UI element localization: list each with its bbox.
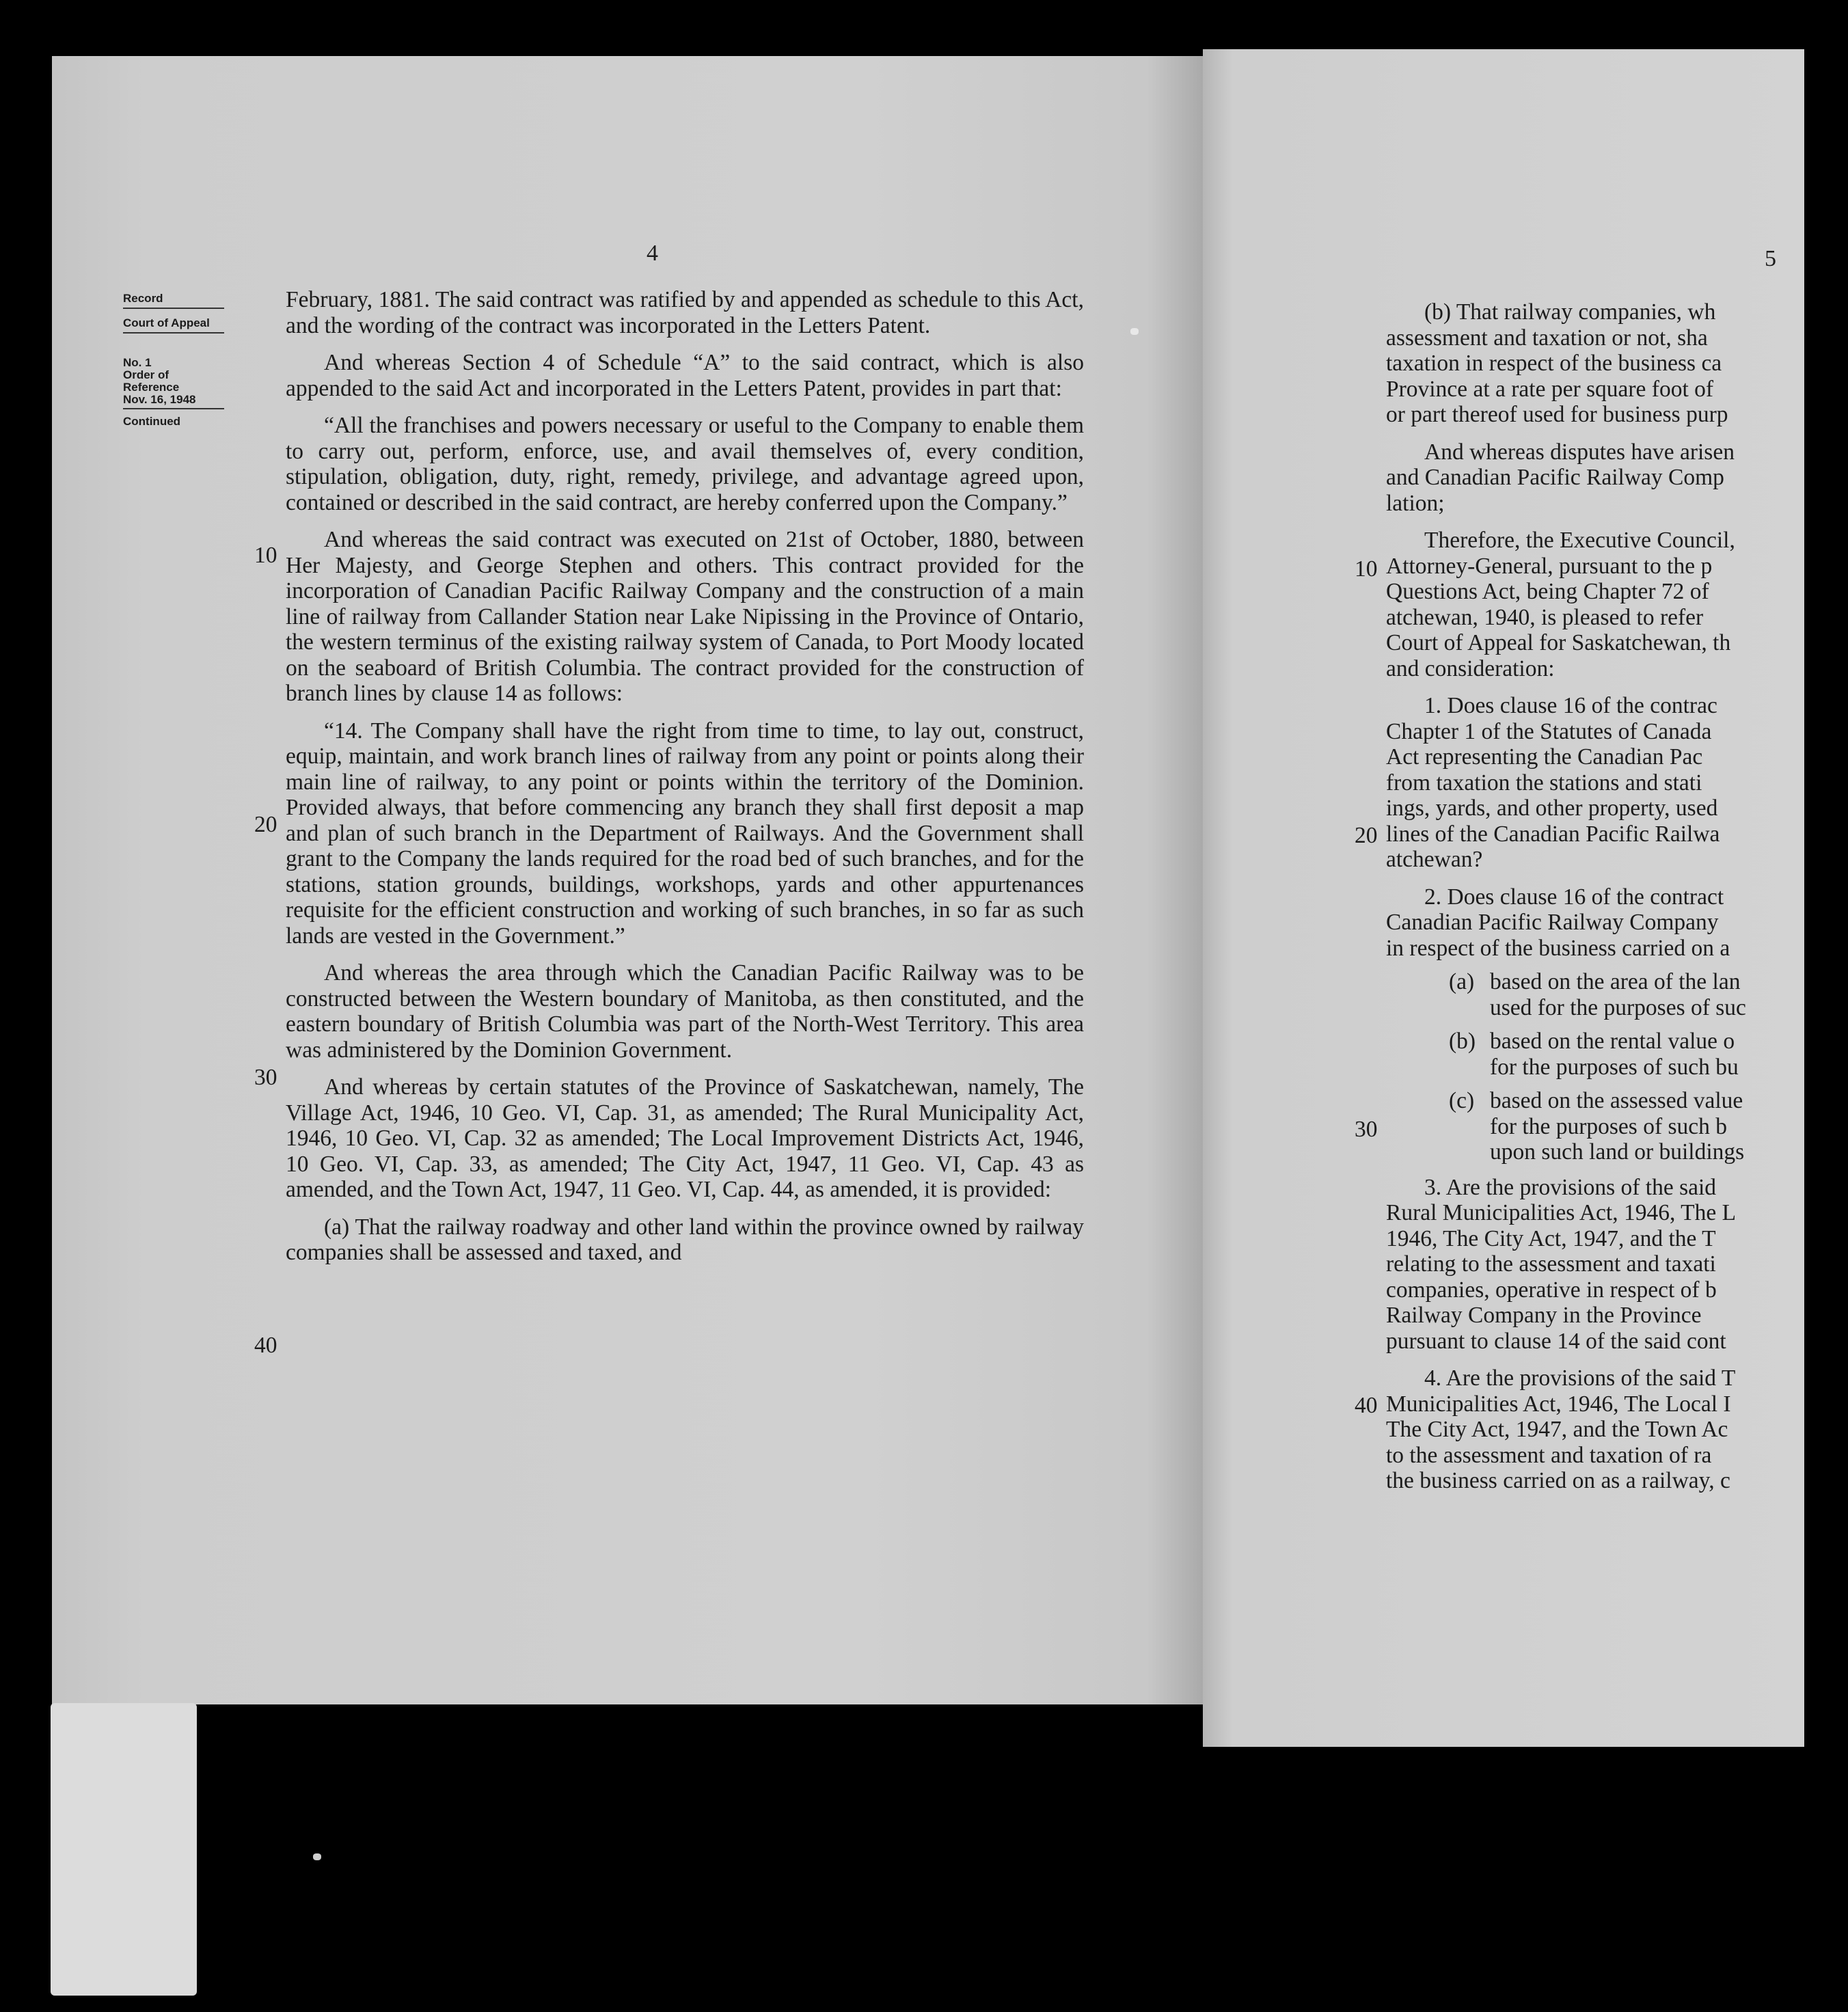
paragraph: And whereas by certain statutes of the Province of Saskatchewan, namely, The Village Act, 1946, 10 Geo. VI, Cap. 31, as amended; The Rural Municipality Act, 1946, 10 Geo. VI, Cap. 32 as amended; The Local Improvement Districts Act, 1946, 10 Geo. VI, Cap. 33, as amended; The City Act, 1947, 11 Geo. VI, Cap. 43 as amended, and the Town Act, 1947, 11 Geo. VI, Cap. 44, as amended, it is provided:: [286, 1074, 1084, 1202]
paragraph: And whereas the said contract was executed on 21st of October, 1880, between Her Majesty, and George Stephen and others. This contract provided for the incorporation of Canadian Pacific Railway Company and the construction of a main line of railway from Callander Station near Lake Nipissing in the Province of Ontario, the western terminus of the existing railway system of Canada, to Port Moody located on the seaboard of British Columbia. The contract provided for the construction of branch lines by clause 14 as follows:: [286, 527, 1084, 706]
list-item: (b) based on the rental value o for the purposes of such bu: [1449, 1029, 1739, 1080]
list-item: (a) based on the area of the lan used for the purposes of suc: [1449, 969, 1746, 1020]
margin-continued: Continued: [123, 415, 181, 428]
paragraph: February, 1881. The said contract was ratified by and appended as schedule to this Act, and the wording of the contract was incorporated in the Letters Patent.: [286, 287, 1084, 338]
page-number: 4: [647, 241, 658, 266]
line-number: 20: [254, 812, 277, 837]
margin-rule: [123, 408, 224, 409]
line-number: 10: [254, 543, 277, 568]
margin-reference: Reference: [123, 381, 180, 394]
left-body-text: [286, 287, 1084, 1266]
line-number: 40: [1355, 1393, 1378, 1418]
page-number: 5: [1765, 246, 1776, 271]
paragraph: 2. Does clause 16 of the contract Canadian Pacific Railway Company in respect of the business carried on a: [1386, 884, 1730, 961]
list-item: (c) based on the assessed value for the purposes of such b upon such land or buildings: [1449, 1088, 1745, 1165]
paragraph: And whereas disputes have arisen and Canadian Pacific Railway Comp lation;: [1386, 439, 1735, 516]
paragraph: 3. Are the provisions of the said Rural Municipalities Act, 1946, The L 1946, The City Act, 1947, and the T relating to the assessment and taxati companies, operative in respect of b Railway Company in the Province pursuant to clause 14 of the said cont: [1386, 1174, 1737, 1354]
margin-no: No. 1: [123, 356, 152, 369]
dust-speck: [1130, 328, 1139, 335]
margin-rule: [123, 308, 224, 309]
paragraph: 4. Are the provisions of the said T Municipalities Act, 1946, The Local I The City Act, 1947, and the Town Ac to the assessment and taxation of ra the business carried on as a railway, c: [1386, 1365, 1736, 1493]
right-page: [1203, 49, 1804, 1747]
paragraph: Therefore, the Executive Council, Attorney-General, pursuant to the p Questions Act, being Chapter 72 of atchewan, 1940, is pleased to refer Court of Appeal for Saskatchewan, th and consideration:: [1386, 528, 1735, 681]
line-number: 10: [1355, 556, 1378, 582]
line-number: 20: [1355, 823, 1378, 848]
paragraph: (a) That the railway roadway and other land within the province owned by railway companies shall be assessed and taxed, and: [286, 1214, 1084, 1265]
quoted-paragraph: “14. The Company shall have the right from time to time, to lay out, construct, equip, maintain, and work branch lines of railway from any point or points along their main line of railway, to any point or points within the territory of the Dominion. Provided always, that before commencing any branch they shall first deposit a map and plan of such branch in the Department of Railways. And the Government shall grant to the Company the lands required for the road bed of such branches, and for the stations, station grounds, buildings, workshops, yards and other appurtenances requisite for the efficient construction and working of such branches, in so far as such lands are vested in the Government.”: [286, 718, 1084, 949]
paragraph: 1. Does clause 16 of the contrac Chapter 1 of the Statutes of Canada Act representing the Canadian Pac from taxation the stations and stati ings, yards, and other property, used lines of the Canadian Pacific Railwa atchewan?: [1386, 693, 1720, 872]
paragraph: (b) That railway companies, wh assessment and taxation or not, sha taxation in respect of the business ca Province at a rate per square foot of or part thereof used for business purp: [1386, 299, 1728, 427]
dust-speck: [313, 1853, 321, 1860]
line-number: 40: [254, 1333, 277, 1358]
left-page: [52, 56, 1204, 1704]
margin-court: Court of Appeal: [123, 316, 210, 329]
margin-order: Order of: [123, 368, 169, 381]
right-body-text: [1386, 299, 1804, 1494]
line-number: 30: [1355, 1117, 1378, 1142]
paragraph: And whereas the area through which the Canadian Pacific Railway was to be constructed between the Western boundary of Manitoba, as then constituted, and the eastern boundary of British Columbia was part of the North-West Territory. This area was administered by the Dominion Government.: [286, 960, 1084, 1063]
margin-rule: [123, 332, 224, 334]
quoted-paragraph: “All the franchises and powers necessary or useful to the Company to enable them to carry out, perform, enforce, use, and avail themselves of, every condition, stipulation, obligation, duty, right, remedy, privilege, and advantage agreed upon, contained or described in the said contract, are hereby conferred upon the Company.”: [286, 413, 1084, 515]
margin-record: Record: [123, 292, 163, 305]
paragraph: And whereas Section 4 of Schedule “A” to the said contract, which is also appended to the said Act and incorporated in the Letters Patent, provides in part that:: [286, 350, 1084, 401]
line-number: 30: [254, 1065, 277, 1090]
margin-date: Nov. 16, 1948: [123, 393, 196, 406]
paper-slip: [51, 1703, 197, 1996]
